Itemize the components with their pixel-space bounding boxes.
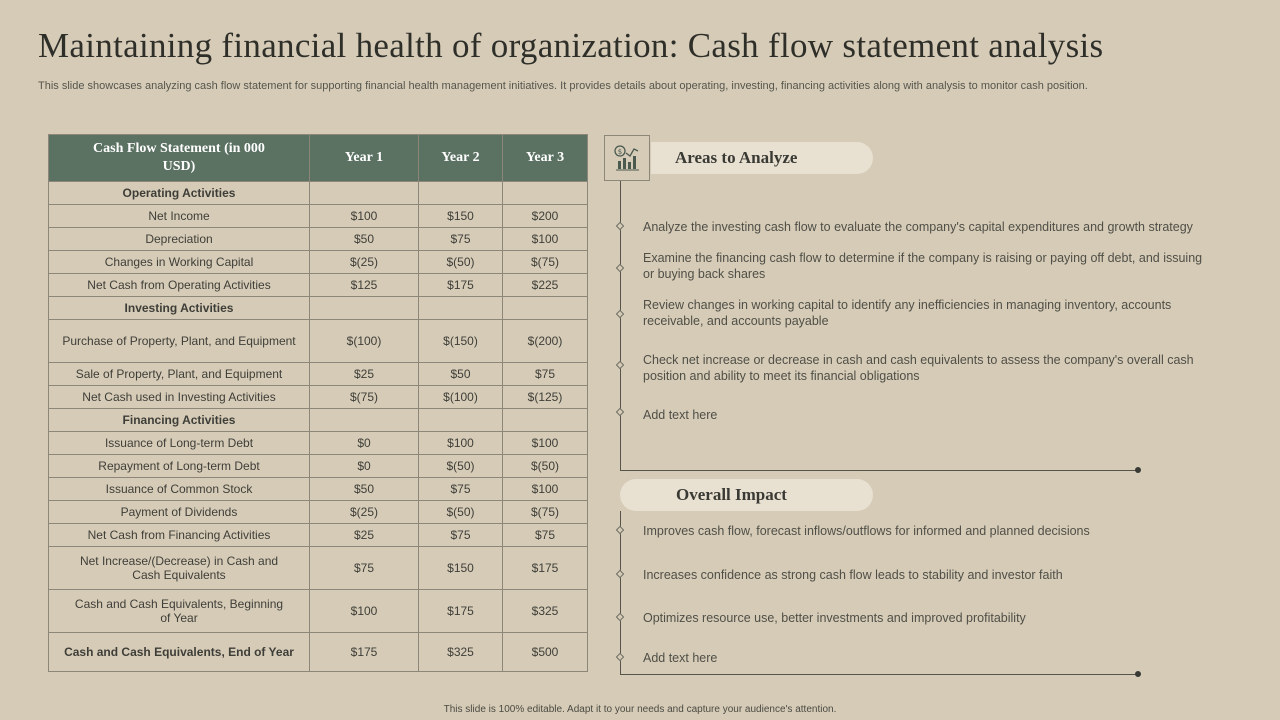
table-row [49, 633, 588, 672]
row-label: Operating Activities [49, 182, 310, 205]
table-row [49, 409, 588, 432]
row-label: Repayment of Long-term Debt [49, 455, 310, 478]
table-row [49, 205, 588, 228]
row-y1: $(100) [310, 320, 419, 363]
impact-item: Increases confidence as strong cash flow leads to stability and investor faith [643, 568, 1063, 582]
areas-timeline-end-dot [1135, 467, 1141, 473]
table-row [49, 524, 588, 547]
impact-heading [620, 479, 873, 511]
areas-heading [651, 142, 873, 174]
table-row [49, 590, 588, 633]
row-y3: $100 [503, 228, 588, 251]
row-y1: $(25) [310, 501, 419, 524]
row-y2: $50 [419, 363, 503, 386]
impact-item: Optimizes resource use, better investments and improved profitability [643, 611, 1026, 625]
row-label: Net Income [49, 205, 310, 228]
table-row [49, 182, 588, 205]
financial-analysis-icon [604, 135, 650, 181]
row-y1: $(25) [310, 251, 419, 274]
bullet-diamond-icon [616, 570, 624, 578]
areas-item: Analyze the investing cash flow to evaluate the company's capital expenditures and growth strategy [643, 220, 1193, 234]
bullet-diamond-icon [616, 408, 624, 416]
row-y3: $75 [503, 524, 588, 547]
bullet-diamond-icon [616, 361, 624, 369]
row-label: Cash and Cash Equivalents, End of Year [49, 633, 310, 672]
row-label: Payment of Dividends [49, 501, 310, 524]
table-row [49, 547, 588, 590]
row-y3 [503, 297, 588, 320]
row-y3: $75 [503, 363, 588, 386]
row-y1: $(75) [310, 386, 419, 409]
svg-text:$: $ [617, 148, 623, 156]
row-y2: $150 [419, 547, 503, 590]
header-statement: Cash Flow Statement (in 000 USD) [49, 135, 310, 182]
areas-item: Review changes in working capital to identify any inefficiencies in managing inventory, accounts receivable, and accounts payable [643, 298, 1172, 328]
row-y2: $(100) [419, 386, 503, 409]
row-y2: $75 [419, 524, 503, 547]
row-y2: $75 [419, 478, 503, 501]
table-header-row [49, 135, 588, 182]
row-y1: $100 [310, 590, 419, 633]
table-row [49, 478, 588, 501]
row-label: Purchase of Property, Plant, and Equipment [49, 320, 310, 363]
table-row [49, 274, 588, 297]
row-y1: $50 [310, 228, 419, 251]
row-y3: $500 [503, 633, 588, 672]
header-year-2: Year 2 [419, 135, 503, 182]
table-row [49, 320, 588, 363]
row-y1: $50 [310, 478, 419, 501]
areas-item: Check net increase or decrease in cash and cash equivalents to assess the company's overall cash position and ability to meet its financial obligations [643, 353, 1194, 383]
impact-timeline-line [620, 511, 621, 674]
bullet-diamond-icon [616, 222, 624, 230]
row-y1: $0 [310, 455, 419, 478]
table-row [49, 363, 588, 386]
row-y1: $75 [310, 547, 419, 590]
row-label: Net Increase/(Decrease) in Cash and Cash Equivalents [49, 547, 310, 590]
row-y1 [310, 182, 419, 205]
row-y3: $100 [503, 432, 588, 455]
impact-timeline-base [620, 674, 1138, 675]
footer-note: This slide is 100% editable. Adapt it to your needs and capture your audience's attention. [443, 704, 837, 715]
row-y1: $25 [310, 363, 419, 386]
table-row [49, 386, 588, 409]
row-y2: $(50) [419, 251, 503, 274]
table-row [49, 228, 588, 251]
header-year-1: Year 1 [310, 135, 419, 182]
row-y2 [419, 182, 503, 205]
table-row [49, 297, 588, 320]
row-label: Cash and Cash Equivalents, Beginning of Year [49, 590, 310, 633]
row-y3: $325 [503, 590, 588, 633]
bullet-diamond-icon [616, 526, 624, 534]
row-label: Net Cash from Financing Activities [49, 524, 310, 547]
row-label: Net Cash from Operating Activities [49, 274, 310, 297]
table-row [49, 432, 588, 455]
areas-heading-text: Areas to Analyze [675, 148, 798, 167]
bullet-diamond-icon [616, 264, 624, 272]
row-y3: $(200) [503, 320, 588, 363]
chart-coin-icon [612, 143, 642, 173]
row-y3: $(125) [503, 386, 588, 409]
row-y3: $100 [503, 478, 588, 501]
page-title: Maintaining financial health of organization: Cash flow statement analysis [38, 26, 1104, 65]
table-row [49, 251, 588, 274]
row-y3 [503, 182, 588, 205]
cash-flow-table [48, 134, 588, 672]
header-year-3: Year 3 [503, 135, 588, 182]
row-label: Net Cash used in Investing Activities [49, 386, 310, 409]
row-y2: $150 [419, 205, 503, 228]
table-row [49, 455, 588, 478]
impact-timeline-end-dot [1135, 671, 1141, 677]
row-label: Issuance of Long-term Debt [49, 432, 310, 455]
row-label: Investing Activities [49, 297, 310, 320]
row-y1: $175 [310, 633, 419, 672]
impact-heading-text: Overall Impact [676, 485, 787, 504]
row-y1 [310, 297, 419, 320]
bullet-diamond-icon [616, 613, 624, 621]
row-label: Depreciation [49, 228, 310, 251]
row-label: Issuance of Common Stock [49, 478, 310, 501]
row-y1: $125 [310, 274, 419, 297]
impact-item: Improves cash flow, forecast inflows/outflows for informed and planned decisions [643, 524, 1090, 538]
row-y1 [310, 409, 419, 432]
row-y2: $(150) [419, 320, 503, 363]
row-y2 [419, 297, 503, 320]
bullet-diamond-icon [616, 310, 624, 318]
row-y3: $175 [503, 547, 588, 590]
row-label: Financing Activities [49, 409, 310, 432]
page-subtitle: This slide showcases analyzing cash flow statement for supporting financial health management initiatives. It provides details about operating, investing, financing activities along with analysis to monitor cash position. [38, 80, 1088, 92]
row-y3: $225 [503, 274, 588, 297]
row-y2: $(50) [419, 501, 503, 524]
row-y3: $(50) [503, 455, 588, 478]
row-y2: $100 [419, 432, 503, 455]
row-y2: $75 [419, 228, 503, 251]
row-y2: $175 [419, 274, 503, 297]
table-row [49, 501, 588, 524]
areas-item: Add text here [643, 408, 718, 422]
bullet-diamond-icon [616, 653, 624, 661]
row-y1: $25 [310, 524, 419, 547]
row-y3: $200 [503, 205, 588, 228]
row-y1: $100 [310, 205, 419, 228]
row-label: Changes in Working Capital [49, 251, 310, 274]
row-y3: $(75) [503, 251, 588, 274]
row-y1: $0 [310, 432, 419, 455]
row-y2: $325 [419, 633, 503, 672]
row-label: Sale of Property, Plant, and Equipment [49, 363, 310, 386]
areas-timeline-base [620, 470, 1138, 471]
row-y2: $175 [419, 590, 503, 633]
row-y3 [503, 409, 588, 432]
row-y2 [419, 409, 503, 432]
row-y3: $(75) [503, 501, 588, 524]
row-y2: $(50) [419, 455, 503, 478]
areas-item: Examine the financing cash flow to determine if the company is raising or paying off debt, and issuing or buying back shares [643, 251, 1203, 281]
impact-item: Add text here [643, 651, 718, 665]
